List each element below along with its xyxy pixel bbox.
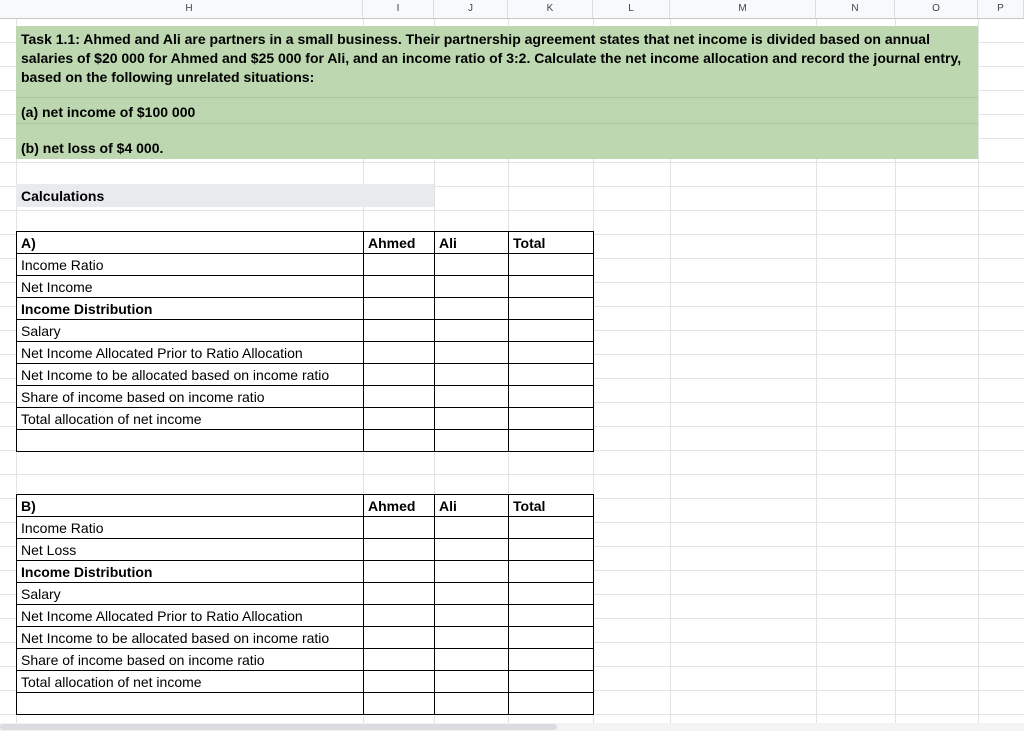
value-cell[interactable]: [435, 539, 509, 561]
task-description: Task 1.1: Ahmed and Ali are partners in a small business. Their partnership agreement states that net income is divided based on annual salaries of $20 000 for Ahmed and $25 000 for Ali, and an income ratio of 3:2. Calculate the net income allocation and record the journal entry, based on the following unrelated situations:: [21, 31, 962, 85]
row-label-cell[interactable]: Net Income Allocated Prior to Ratio Allocation: [17, 605, 364, 627]
row-label-cell[interactable]: [17, 430, 364, 452]
col-header-m[interactable]: M: [670, 0, 816, 18]
value-cell[interactable]: [435, 320, 509, 342]
value-cell[interactable]: [435, 342, 509, 364]
value-cell[interactable]: [435, 671, 509, 693]
task-item-a: (a) net income of $100 000: [21, 104, 196, 120]
col-header-k[interactable]: K: [508, 0, 593, 18]
value-cell[interactable]: [364, 276, 435, 298]
table-row: [17, 320, 594, 342]
table-row: [17, 276, 594, 298]
col-header-p[interactable]: P: [978, 0, 1024, 18]
table-column-header[interactable]: Ahmed: [364, 495, 435, 517]
table-label-header[interactable]: A): [17, 232, 364, 254]
value-cell[interactable]: [509, 693, 594, 715]
column-header-bar: [0, 0, 1024, 19]
value-cell[interactable]: [435, 605, 509, 627]
value-cell[interactable]: [364, 561, 435, 583]
value-cell[interactable]: [509, 408, 594, 430]
table-header-row: [17, 495, 594, 517]
table-row: [17, 671, 594, 693]
table-header-row: [17, 232, 594, 254]
value-cell[interactable]: [435, 430, 509, 452]
value-cell[interactable]: [435, 517, 509, 539]
row-label-cell[interactable]: Total allocation of net income: [17, 671, 364, 693]
row-label-cell[interactable]: Net Income to be allocated based on income ratio: [17, 627, 364, 649]
table-row: [17, 386, 594, 408]
table-row: [17, 364, 594, 386]
table-row: [17, 693, 594, 715]
value-cell[interactable]: [364, 254, 435, 276]
value-cell[interactable]: [435, 408, 509, 430]
table-label-header[interactable]: B): [17, 495, 364, 517]
table-row: [17, 627, 594, 649]
value-cell[interactable]: [364, 627, 435, 649]
row-label-cell[interactable]: Income Distribution: [17, 298, 364, 320]
value-cell[interactable]: [364, 364, 435, 386]
value-cell[interactable]: [435, 364, 509, 386]
row-label-cell[interactable]: Income Ratio: [17, 517, 364, 539]
table-column-header[interactable]: Total: [509, 495, 594, 517]
row-label-cell[interactable]: Salary: [17, 583, 364, 605]
col-header-n[interactable]: N: [816, 0, 895, 18]
value-cell[interactable]: [509, 627, 594, 649]
value-cell[interactable]: [364, 342, 435, 364]
value-cell[interactable]: [435, 386, 509, 408]
table-a: [16, 231, 594, 452]
table-b: [16, 494, 594, 715]
value-cell[interactable]: [364, 408, 435, 430]
row-label-cell[interactable]: Share of income based on income ratio: [17, 649, 364, 671]
table-row: [17, 605, 594, 627]
row-label-cell[interactable]: Income Ratio: [17, 254, 364, 276]
value-cell[interactable]: [364, 539, 435, 561]
value-cell[interactable]: [509, 517, 594, 539]
value-cell[interactable]: [364, 693, 435, 715]
row-label-cell[interactable]: [17, 693, 364, 715]
value-cell[interactable]: [509, 254, 594, 276]
value-cell[interactable]: [435, 254, 509, 276]
value-cell[interactable]: [509, 583, 594, 605]
row-label-cell[interactable]: Net Income to be allocated based on income ratio: [17, 364, 364, 386]
value-cell[interactable]: [509, 561, 594, 583]
table-row: [17, 561, 594, 583]
row-label-cell[interactable]: Salary: [17, 320, 364, 342]
table-row: [17, 342, 594, 364]
table-row: [17, 517, 594, 539]
col-header-h[interactable]: H: [16, 0, 363, 18]
value-cell[interactable]: [509, 386, 594, 408]
col-header-i[interactable]: I: [363, 0, 434, 18]
table-row: [17, 583, 594, 605]
value-cell[interactable]: [435, 276, 509, 298]
value-cell[interactable]: [364, 649, 435, 671]
value-cell[interactable]: [509, 276, 594, 298]
table-row: [17, 649, 594, 671]
value-cell[interactable]: [509, 342, 594, 364]
calculations-label: Calculations: [21, 188, 105, 204]
value-cell[interactable]: [364, 430, 435, 452]
value-cell[interactable]: [509, 539, 594, 561]
row-label-cell[interactable]: Income Distribution: [17, 561, 364, 583]
value-cell[interactable]: [509, 320, 594, 342]
value-cell[interactable]: [509, 671, 594, 693]
table-row: [17, 539, 594, 561]
value-cell[interactable]: [364, 386, 435, 408]
table-row: [17, 298, 594, 320]
row-label-cell[interactable]: Net Loss: [17, 539, 364, 561]
row-label-cell[interactable]: Net Income Allocated Prior to Ratio Allocation: [17, 342, 364, 364]
task-item-b: (b) net loss of $4 000.: [21, 140, 164, 156]
value-cell[interactable]: [364, 671, 435, 693]
scrollbar-thumb[interactable]: [0, 724, 557, 730]
value-cell[interactable]: [509, 364, 594, 386]
value-cell[interactable]: [364, 320, 435, 342]
value-cell[interactable]: [435, 627, 509, 649]
row-label-cell[interactable]: Net Income: [17, 276, 364, 298]
table-column-header[interactable]: Total: [509, 232, 594, 254]
table-row: [17, 408, 594, 430]
value-cell[interactable]: [509, 605, 594, 627]
table-column-header[interactable]: Ali: [435, 232, 509, 254]
value-cell[interactable]: [364, 605, 435, 627]
value-cell[interactable]: [435, 561, 509, 583]
row-label-cell[interactable]: Total allocation of net income: [17, 408, 364, 430]
col-header-o[interactable]: O: [895, 0, 978, 18]
value-cell[interactable]: [435, 693, 509, 715]
value-cell[interactable]: [435, 298, 509, 320]
table-row: [17, 254, 594, 276]
value-cell[interactable]: [364, 298, 435, 320]
col-header-j[interactable]: J: [434, 0, 508, 18]
value-cell[interactable]: [364, 517, 435, 539]
row-label-cell[interactable]: Share of income based on income ratio: [17, 386, 364, 408]
value-cell[interactable]: [509, 298, 594, 320]
value-cell[interactable]: [435, 649, 509, 671]
table-column-header[interactable]: Ahmed: [364, 232, 435, 254]
value-cell[interactable]: [509, 430, 594, 452]
task-row-divider: [16, 97, 978, 98]
col-header-l[interactable]: L: [593, 0, 670, 18]
value-cell[interactable]: [364, 583, 435, 605]
task-row-divider: [16, 123, 978, 124]
table-column-header[interactable]: Ali: [435, 495, 509, 517]
value-cell[interactable]: [509, 649, 594, 671]
table-row: [17, 430, 594, 452]
value-cell[interactable]: [435, 583, 509, 605]
